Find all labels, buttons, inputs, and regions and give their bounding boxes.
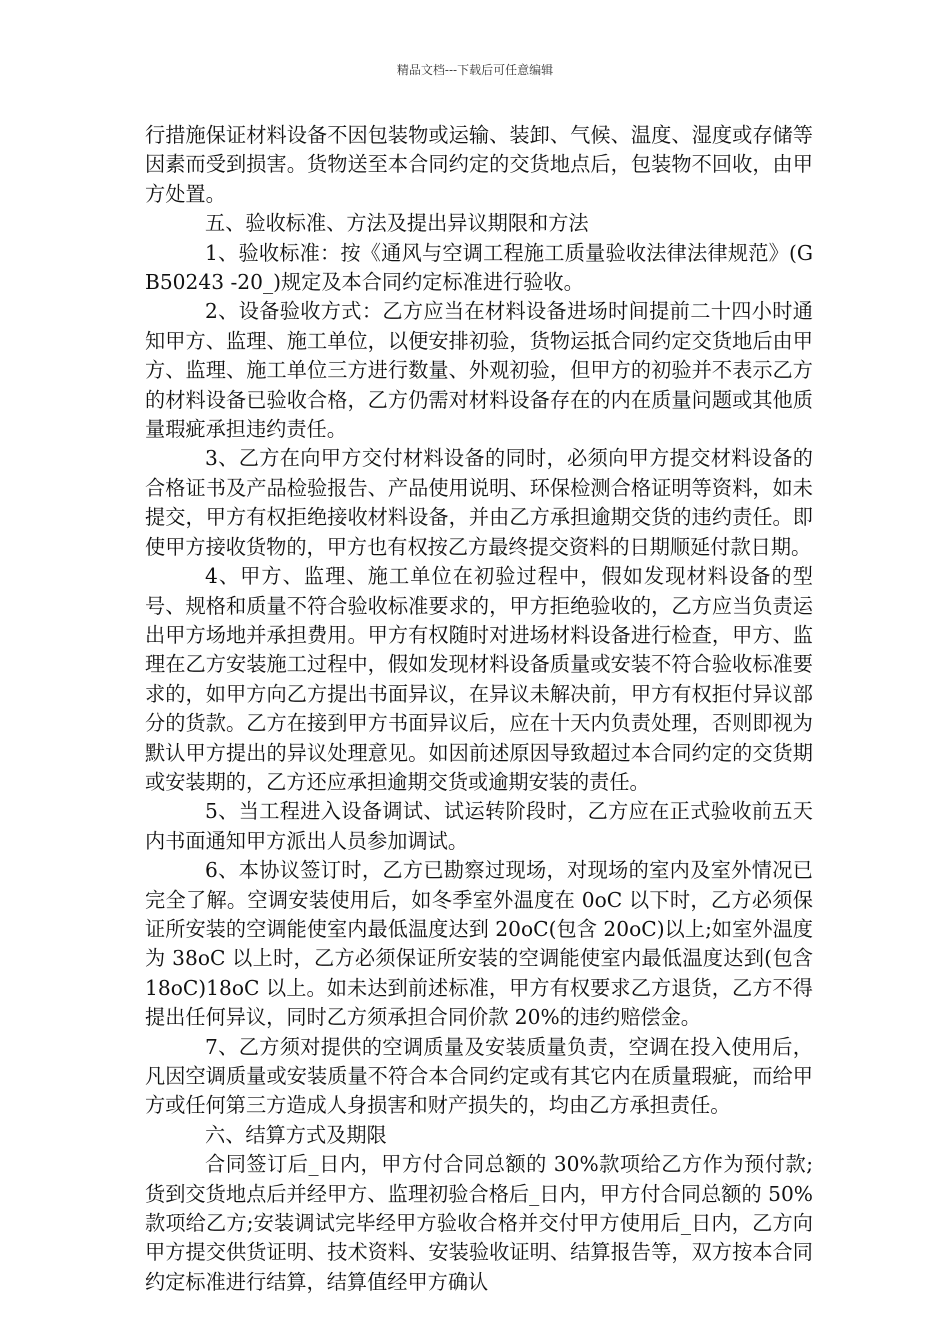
paragraph-quality-liability: 7、乙方须对提供的空调质量及安装质量负责，空调在投入使用后，凡因空调质量或安装质量不符合本合同约定或有其它内在质量瑕疵，而给甲方或任何第三方造成人身损害和财产损失的，均由乙方承担责任。 [145, 1034, 813, 1118]
paragraph-certificates: 3、乙方在向甲方交付材料设备的同时，必须向甲方提交材料设备的合格证书及产品检验报告、产品使用说明、环保检测合格证明等资料，如未提交，甲方有权拒绝接收材料设备，并由乙方承担逾期交货的违约责任。即使甲方接收货物的，甲方也有权按乙方最终提交资料的日期顺延付款日期。 [145, 446, 813, 559]
paragraph-packaging: 行措施保证材料设备不因包装物或运输、装卸、气候、温度、湿度或存储等因素而受到损害。货物送至本合同约定的交货地点后，包装物不回收，由甲方处置。 [145, 123, 813, 206]
page-header: 精品文档---下载后可任意编辑 [396, 63, 554, 77]
paragraph-equipment-acceptance: 2、设备验收方式：乙方应当在材料设备进场时间提前二十四小时通知甲方、监理、施工单位，以便安排初验，货物运抵合同约定交货地后由甲方、监理、施工单位三方进行数量、外观初验，但甲方的初验并不表示乙方的材料设备已验收合格，乙方仍需对材料设备存在的内在质量问题或其他质量瑕疵承担违约责任。 [145, 299, 813, 442]
document-body [145, 121, 813, 1297]
section-heading-settlement: 六、结算方式及期限 [205, 1122, 387, 1147]
paragraph-payment-terms: 合同签订后_日内，甲方付合同总额的 30%款项给乙方作为预付款;货到交货地点后并经甲方、监理初验合格后_日内，甲方付合同总额的 50%款项给乙方;安装调试完毕经甲方验收合格并交付甲方使用后_日内，乙方向甲方提交供货证明、技术资料、安装验收证明、结算报告等，双方按本合同约定标准进行结算，结算值经甲方确认 [145, 1152, 813, 1294]
paragraph-acceptance-standard: 1、验收标准：按《通风与空调工程施工质量验收法律法律规范》(GB50243 -20_)规定及本合同约定标准进行验收。 [145, 240, 813, 295]
paragraph-inspection-objection: 4、甲方、监理、施工单位在初验过程中，假如发现材料设备的型号、规格和质量不符合验收标准要求的，甲方拒绝验收的，乙方应当负责运出甲方场地并承担费用。甲方有权随时对进场材料设备进行检查，甲方、监理在乙方安装施工过程中，假如发现材料设备质量或安装不符合验收标准要求的，如甲方向乙方提出书面异议，在异议未解决前，甲方有权拒付异议部分的货款。乙方在接到甲方书面异议后，应在十天内负责处理，否则即视为默认甲方提出的异议处理意见。如因前述原因导致超过本合同约定的交货期或安装期的，乙方还应承担逾期交货或逾期安装的责任。 [145, 564, 813, 794]
section-heading-acceptance: 五、验收标准、方法及提出异议期限和方法 [205, 211, 589, 236]
paragraph-temperature-requirements: 6、本协议签订时，乙方已勘察过现场，对现场的室内及室外情况已完全了解。空调安装使用后，如冬季室外温度在 0oC 以下时，乙方必须保证所安装的空调能使室内最低温度达到 20oC(包含 20oC)以上;如室外温度为 38oC 以上时，乙方必须保证所安装的空调能使室内最低温度达到(包含 18oC)18oC 以上。如未达到前述标准，甲方有权要求乙方退货，乙方不得提出任何异议，同时乙方须承担合同价款 20%的违约赔偿金。 [145, 858, 813, 1030]
paragraph-commissioning: 5、当工程进入设备调试、试运转阶段时，乙方应在正式验收前五天内书面通知甲方派出人员参加调试。 [145, 799, 813, 853]
